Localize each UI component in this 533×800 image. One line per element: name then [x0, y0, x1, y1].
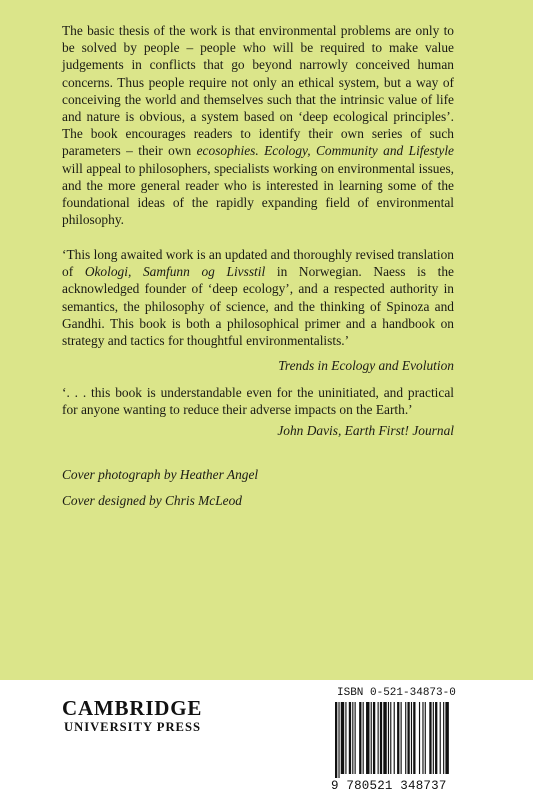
book-blurb: [62, 22, 454, 228]
review-2-text: ‘. . . this book is understandable even for the uninitiated, and practical for anyone wanting to reduce their adverse impacts on the Earth.’: [62, 385, 454, 418]
review-quote-2: [62, 384, 454, 440]
barcode-bar: [429, 702, 431, 774]
barcode-bar: [425, 702, 426, 774]
barcode-bar: [366, 702, 369, 774]
barcode-bar: [335, 702, 337, 778]
barcode-bar: [345, 702, 346, 774]
barcode-bar: [440, 702, 441, 774]
publisher-subtitle: UNIVERSITY PRESS: [64, 720, 201, 734]
barcode-bar: [405, 702, 406, 774]
blurb-term-ecosophies: ecosophies.: [196, 143, 259, 159]
design-credit: Cover designed by Chris McLeod: [62, 493, 243, 508]
barcode-bar: [378, 702, 379, 774]
barcode-bar: [433, 702, 434, 774]
barcode-icon: [331, 702, 451, 778]
barcode-bar: [443, 702, 444, 774]
review-1-text-b: in Norwegian. Naess is the acknowledged founder of ‘deep ecology’, and a respected authority in semantics, the philosophy of science, and the thinking of Spinoza and Gandhi. This book is both a philosophical primer and a handbook on strategy and tactics for thoughtful environmentalists.’: [62, 264, 455, 349]
barcode-bar: [349, 702, 351, 774]
photo-credit: Cover photograph by Heather Angel: [62, 467, 259, 482]
barcode-bar: [397, 702, 399, 774]
review-1-original-title: Okologi, Samfunn og Livsstil: [84, 264, 266, 280]
barcode-bar: [363, 702, 364, 774]
review-quote-1: [62, 246, 454, 374]
blurb-text-2: will appeal to philosophers, specialists working on environmental issues, and the more general reader who is interested in learning some of the foundational ideas of the rapidly expanding field of environmental philosophy.: [62, 160, 454, 228]
barcode-bar: [390, 702, 391, 774]
barcode-bar: [380, 702, 382, 774]
barcode-bar: [419, 702, 420, 774]
review-1-source: Trends in Ecology and Evolution: [278, 358, 454, 374]
review-1-text: [62, 246, 454, 349]
barcode-bar: [388, 702, 389, 774]
barcode-bar: [445, 702, 448, 774]
barcode-bar: [371, 702, 372, 774]
barcode-bar: [422, 702, 423, 774]
cover-credits: [62, 466, 258, 518]
barcode-bar: [435, 702, 437, 774]
barcode-bar: [352, 702, 353, 774]
review-2-source: John Davis, Earth First! Journal: [277, 423, 454, 439]
barcode-bar: [407, 702, 409, 774]
blurb-book-title: Ecology, Community and Lifestyle: [264, 143, 454, 159]
barcode-bar: [401, 702, 402, 774]
barcode-bar: [355, 702, 356, 774]
barcode-digits: 9 780521 348737: [331, 779, 447, 793]
barcode-bar: [383, 702, 386, 774]
publisher-name: CAMBRIDGE: [62, 696, 203, 720]
barcode-bar: [394, 702, 395, 774]
review-1-text-a: ‘This long awaited work is an updated and thoroughly revised translation of: [62, 247, 454, 280]
barcode-bar: [373, 702, 375, 774]
isbn-label: ISBN 0-521-34873-0: [337, 687, 456, 699]
blurb-text-1: The basic thesis of the work is that environmental problems are only to be solved by people – people who will be required to make value judgements in conflicts that go beyond narrowly conceived human concerns. Thus people require not only an ethical system, but a way of conceiving the world and themselves such that the intrinsic value of life and nature is obvious, a system based on ‘deep ecological principles’. The book encourages readers to identify their own series of such parameters – their own: [62, 23, 454, 159]
barcode-bar: [341, 702, 344, 774]
barcode-bar: [359, 702, 361, 774]
publisher-logo: [62, 697, 202, 735]
isbn-barcode-block: [331, 687, 456, 795]
barcode-bar: [411, 702, 412, 774]
barcode-bar: [413, 702, 415, 774]
barcode-bar: [338, 702, 339, 778]
